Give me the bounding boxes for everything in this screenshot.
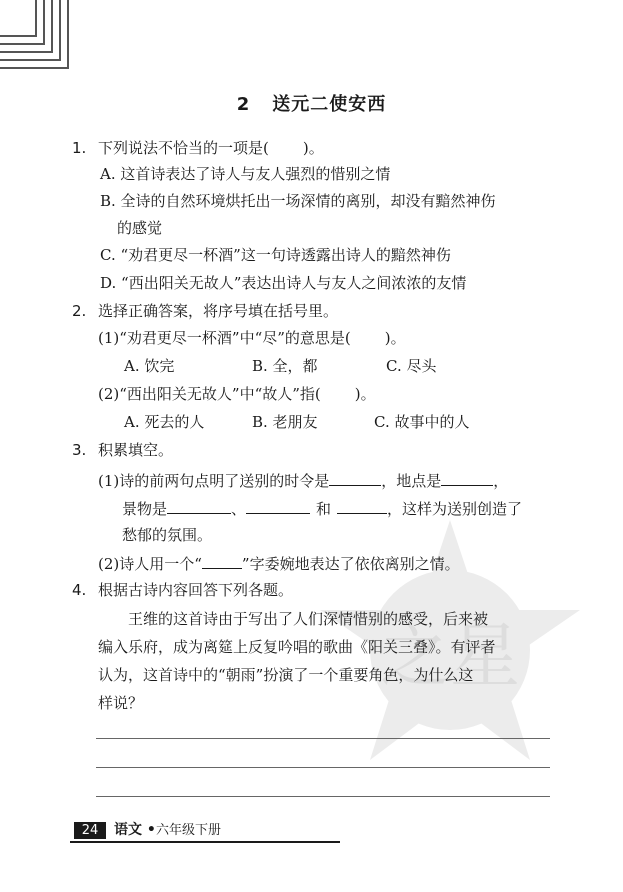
q2-sub2-option-a: A. 死去的人 [124,413,205,431]
q1-number: 1. [72,139,87,157]
q2-sub2-stem: (2)“西出阳关无故人”中“故人”指( )。 [98,385,376,403]
q3-scenery-blank-2[interactable] [246,498,310,514]
page-footer [70,822,350,840]
q4-paragraph-line-2: 编入乐府，成为离筵上反复吟唱的歌曲《阳关三叠》。有评者 [98,638,496,656]
footer-subject: 语文 • [114,822,156,838]
q2-sub1-option-b: B. 全，都 [252,357,318,375]
q3-scenery-blank-3[interactable] [337,498,387,514]
q2-sub1-options [124,356,436,376]
q2-sub1-option-a: A. 饮完 [124,357,175,375]
answer-line-3[interactable] [96,796,550,797]
q4-paragraph-line-4: 样说？ [98,694,144,712]
q3-place-blank[interactable] [441,470,493,486]
q2-sub2-option-b: B. 老朋友 [252,413,318,431]
lesson-number: 2 [236,94,251,115]
q4-stem: 根据古诗内容回答下列各题。 [98,581,294,599]
q4-number: 4. [72,581,87,599]
q4-paragraph-line-1: 王维的这首诗由于写出了人们深情惜别的感受，后来被 [128,610,489,628]
q1-option-a: A. 这首诗表达了诗人与友人强烈的惜别之情 [100,165,391,183]
q3-character-blank[interactable] [202,553,242,569]
q3-scenery-blank-1[interactable] [167,498,231,514]
q2-sub1-option-c: C. 尽头 [386,357,437,375]
q1-option-b: B. 全诗的自然环境烘托出一场深情的离别，却没有黯然神伤 [100,192,496,210]
lesson-title-text: 送元二使安西 [272,94,387,115]
q2-number: 2. [72,302,87,320]
q3-sub1-line3: 愁郁的氛围。 [122,526,213,544]
footer-grade: 六年级下册 [156,823,222,838]
q3-number: 3. [72,441,87,459]
watermark-text: 之星 [380,615,520,697]
q3-sub2-line: (2)诗人用一个“ ”字委婉地表达了依依离别之情。 [98,555,460,573]
q2-sub1-stem: (1)“劝君更尽一杯酒”中“尽”的意思是( )。 [98,329,406,347]
q2-sub2-options [124,412,469,432]
q1-option-b-cont: 的感觉 [117,219,163,237]
answer-line-2[interactable] [96,767,550,768]
q3-season-blank[interactable] [329,470,381,486]
q1-option-d: D. “西出阳关无故人”表达出诗人与友人之间浓浓的友情 [100,274,467,292]
q2-stem: 选择正确答案，将序号填在括号里。 [98,302,339,320]
q3-sub1-line1: (1)诗的前两句点明了送别的时令是 ，地点是 ， [98,472,509,490]
q2-sub2-option-c: C. 故事中的人 [374,413,470,431]
page-number: 24 [74,822,106,839]
q3-stem: 积累填空。 [98,441,174,459]
q1-stem: 下列说法不恰当的一项是( )。 [98,139,324,157]
q4-paragraph-line-3: 认为，这首诗中的“朝雨”扮演了一个重要角色，为什么这 [98,666,474,684]
footer-rule [70,841,340,843]
lesson-title [0,90,623,116]
q1-option-c: C. “劝君更尽一杯酒”这一句诗透露出诗人的黯然神伤 [100,246,451,264]
corner-pattern [0,0,70,70]
q3-sub1-line2: 景物是 、 和 ，这样为送别创造了 [122,500,523,518]
answer-line-1[interactable] [96,738,550,739]
